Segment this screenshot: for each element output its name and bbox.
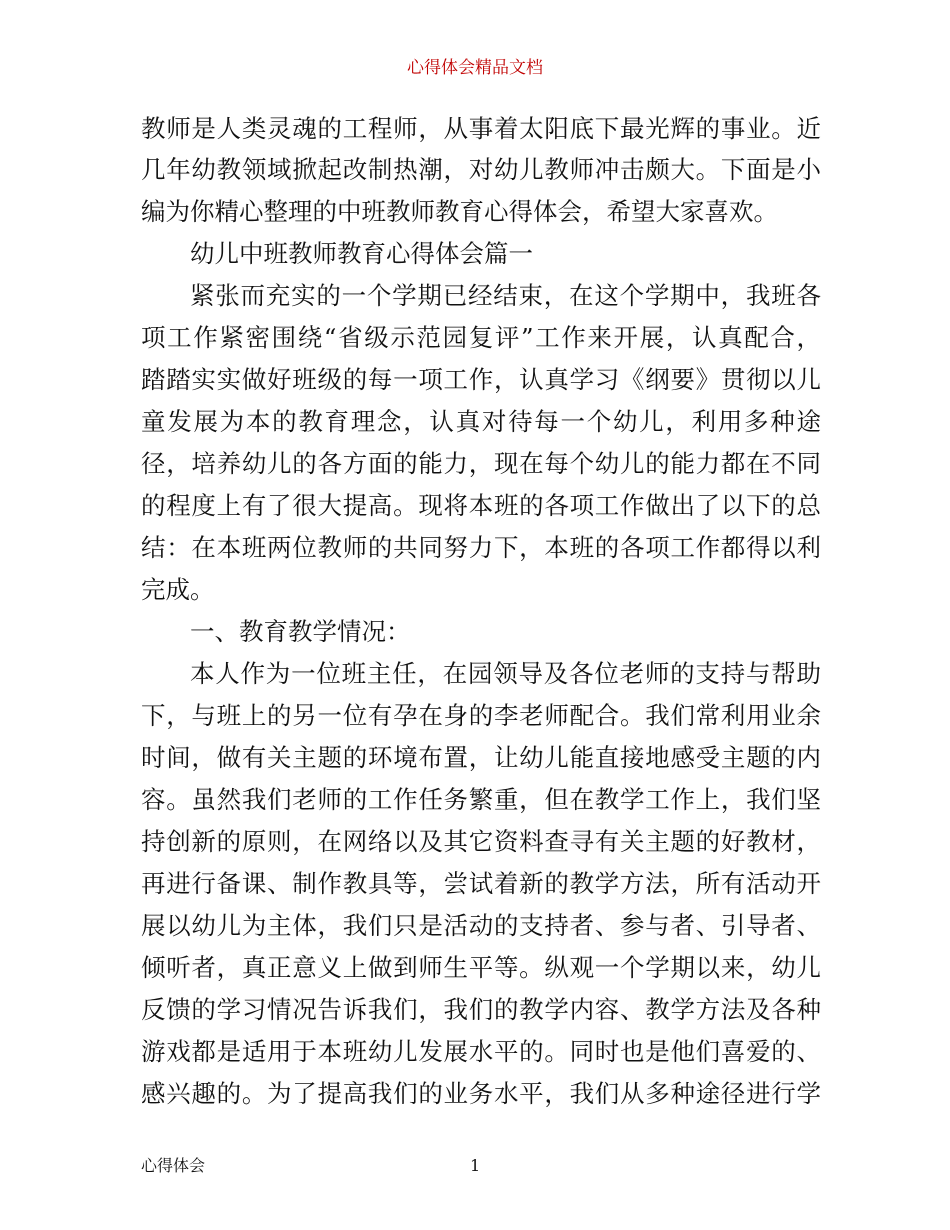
paragraph-line: 完成。	[141, 575, 215, 604]
paragraph-line: 倾听者，真正意义上做到师生平等。纵观一个学期以来，幼儿	[141, 953, 821, 982]
section-heading: 一、教育教学情况：	[190, 617, 411, 646]
paragraph-line: 结：在本班两位教师的共同努力下，本班的各项工作都得以利	[141, 533, 821, 562]
page-header-title: 心得体会精品文档	[407, 58, 543, 78]
paragraph-line: 教师是人类灵魂的工程师，从事着太阳底下最光辉的事业。近	[141, 114, 821, 143]
paragraph-line: 本人作为一位班主任，在园领导及各位老师的支持与帮助	[190, 659, 821, 688]
paragraph-line: 童发展为本的教育理念，认真对待每一个幼儿，利用多种途	[141, 407, 821, 436]
paragraph-line: 展以幼儿为主体，我们只是活动的支持者、参与者、引导者、	[141, 911, 821, 940]
paragraph-line: 紧张而充实的一个学期已经结束，在这个学期中，我班各	[190, 281, 821, 310]
paragraph-line: 径，培养幼儿的各方面的能力，现在每个幼儿的能力都在不同	[141, 449, 821, 478]
section-heading: 幼儿中班教师教育心得体会篇一	[190, 239, 533, 268]
paragraph-line: 感兴趣的。为了提高我们的业务水平，我们从多种途径进行学	[141, 1079, 821, 1108]
paragraph-line: 时间，做有关主题的环境布置，让幼儿能直接地感受主题的内	[141, 743, 821, 772]
paragraph-line: 下，与班上的另一位有孕在身的李老师配合。我们常利用业余	[141, 701, 821, 730]
paragraph-line: 再进行备课、制作教具等，尝试着新的教学方法，所有活动开	[141, 869, 821, 898]
paragraph-line: 项工作紧密围绕“省级示范园复评”工作来开展，认真配合，	[141, 323, 821, 352]
paragraph-line: 编为你精心整理的中班教师教育心得体会，希望大家喜欢。	[141, 197, 778, 226]
paragraph-line: 的程度上有了很大提高。现将本班的各项工作做出了以下的总	[141, 491, 821, 520]
paragraph-line: 反馈的学习情况告诉我们，我们的教学内容、教学方法及各种	[141, 995, 821, 1024]
footer-label: 心得体会	[141, 1156, 206, 1175]
paragraph-line: 持创新的原则，在网络以及其它资料查寻有关主题的好教材，	[141, 827, 821, 856]
paragraph-line: 几年幼教领域掀起改制热潮，对幼儿教师冲击颇大。下面是小	[141, 155, 821, 184]
paragraph-line: 游戏都是适用于本班幼儿发展水平的。同时也是他们喜爱的、	[141, 1037, 821, 1066]
page-number: 1	[470, 1156, 481, 1175]
paragraph-line: 容。虽然我们老师的工作任务繁重，但在教学工作上，我们坚	[141, 785, 821, 814]
paragraph-line: 踏踏实实做好班级的每一项工作，认真学习《纲要》贯彻以儿	[141, 365, 821, 394]
